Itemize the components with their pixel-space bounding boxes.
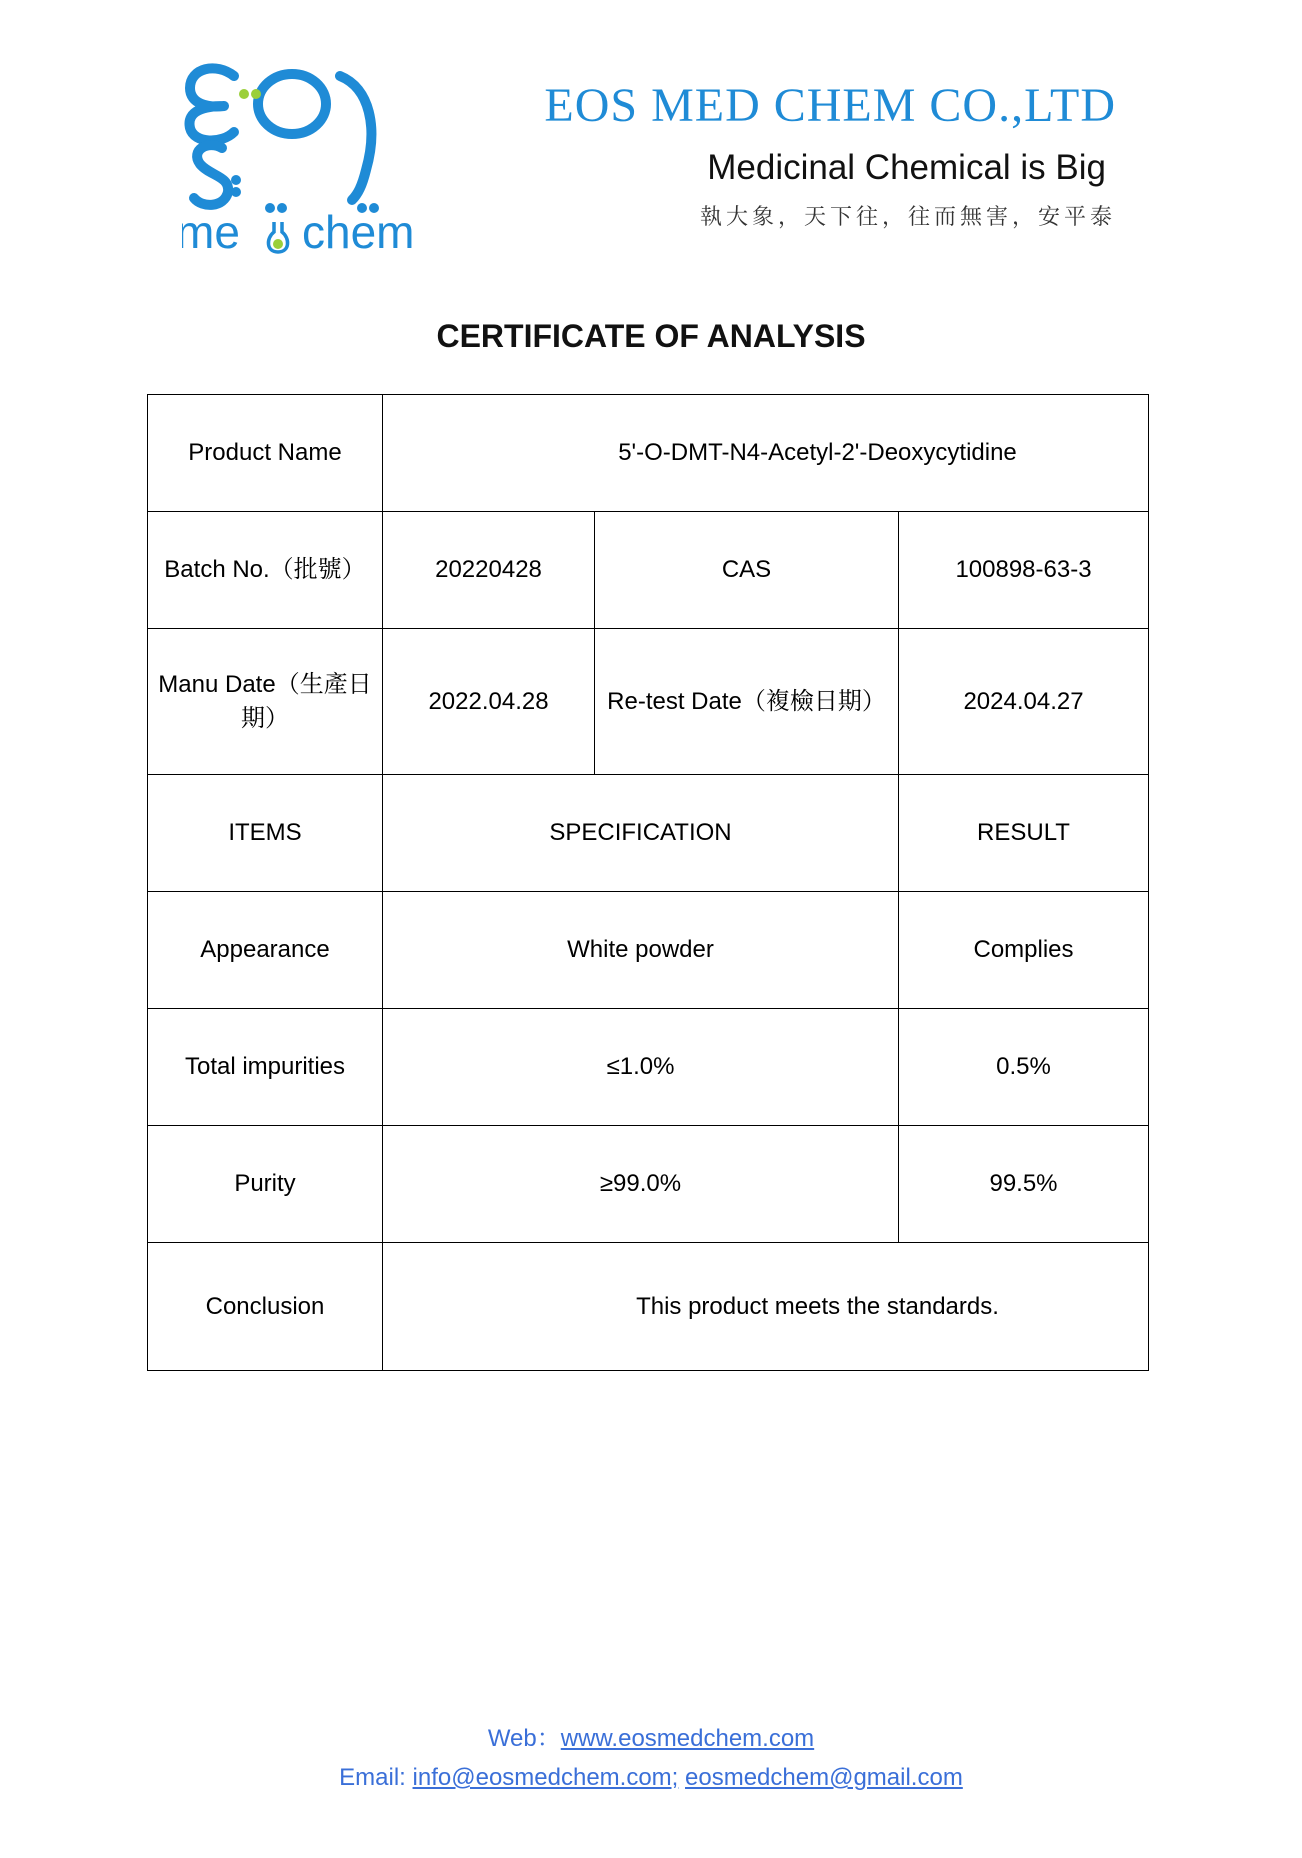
coa-table bbox=[147, 394, 1149, 1371]
date-row bbox=[148, 629, 1149, 775]
footer-web bbox=[0, 1718, 1302, 1753]
specification-cell: ≥99.0% bbox=[383, 1126, 899, 1243]
result-cell: 99.5% bbox=[899, 1126, 1149, 1243]
manu-date-label-line2: 期） bbox=[241, 704, 289, 732]
web-label: Web： bbox=[487, 1725, 561, 1752]
email-link-gmail[interactable]: eosmedchem@gmail.com bbox=[685, 1764, 963, 1791]
batch-label: Batch No.（批號） bbox=[148, 512, 383, 629]
batch-value: 20220428 bbox=[383, 512, 595, 629]
result-cell: Complies bbox=[899, 892, 1149, 1009]
batch-row bbox=[148, 512, 1149, 629]
product-name-label: Product Name bbox=[148, 395, 383, 512]
logo-text-med: me bbox=[182, 206, 240, 258]
web-link[interactable]: www.eosmedchem.com bbox=[560, 1725, 815, 1752]
table-row bbox=[148, 1126, 1149, 1243]
company-slogan: Medicinal Chemical is Big bbox=[707, 148, 1106, 187]
table-row bbox=[148, 892, 1149, 1009]
eos-medchem-logo-graphic bbox=[182, 58, 412, 258]
item-cell: Purity bbox=[148, 1126, 383, 1243]
specification-cell: ≤1.0% bbox=[383, 1009, 899, 1126]
cas-label: CAS bbox=[595, 512, 899, 629]
items-header-row bbox=[148, 775, 1149, 892]
document-title: CERTIFICATE OF ANALYSIS bbox=[436, 318, 866, 354]
company-name: EOS MED CHEM CO.,LTD bbox=[544, 79, 1116, 132]
retest-date-value: 2024.04.27 bbox=[899, 629, 1149, 775]
cas-value: 100898-63-3 bbox=[899, 512, 1149, 629]
header-result: RESULT bbox=[899, 775, 1149, 892]
specification-cell: White powder bbox=[383, 892, 899, 1009]
retest-date-label: Re-test Date（複檢日期） bbox=[595, 629, 899, 775]
manu-date-label bbox=[148, 629, 383, 775]
footer-email bbox=[0, 1764, 1302, 1792]
header-specification: SPECIFICATION bbox=[383, 775, 899, 892]
email-link-info[interactable]: info@eosmedchem.com; bbox=[412, 1764, 679, 1791]
company-motto: 執大象，天下往，往而無害，安平泰 bbox=[699, 205, 1116, 230]
manu-date-value: 2022.04.28 bbox=[383, 629, 595, 775]
product-name-row bbox=[148, 395, 1149, 512]
item-cell: Appearance bbox=[148, 892, 383, 1009]
manu-date-label-line1: Manu Date（生產日 bbox=[158, 670, 372, 698]
conclusion-row bbox=[148, 1243, 1149, 1371]
logo-text-chem: chem bbox=[302, 206, 412, 258]
company-logo bbox=[182, 58, 412, 258]
email-label: Email: bbox=[339, 1764, 413, 1791]
conclusion-label: Conclusion bbox=[148, 1243, 383, 1371]
conclusion-value: This product meets the standards. bbox=[383, 1243, 1149, 1371]
product-name-value: 5'-O-DMT-N4-Acetyl-2'-Deoxycytidine bbox=[383, 395, 1149, 512]
item-cell: Total impurities bbox=[148, 1009, 383, 1126]
result-cell: 0.5% bbox=[899, 1009, 1149, 1126]
header-items: ITEMS bbox=[148, 775, 383, 892]
table-row bbox=[148, 1009, 1149, 1126]
